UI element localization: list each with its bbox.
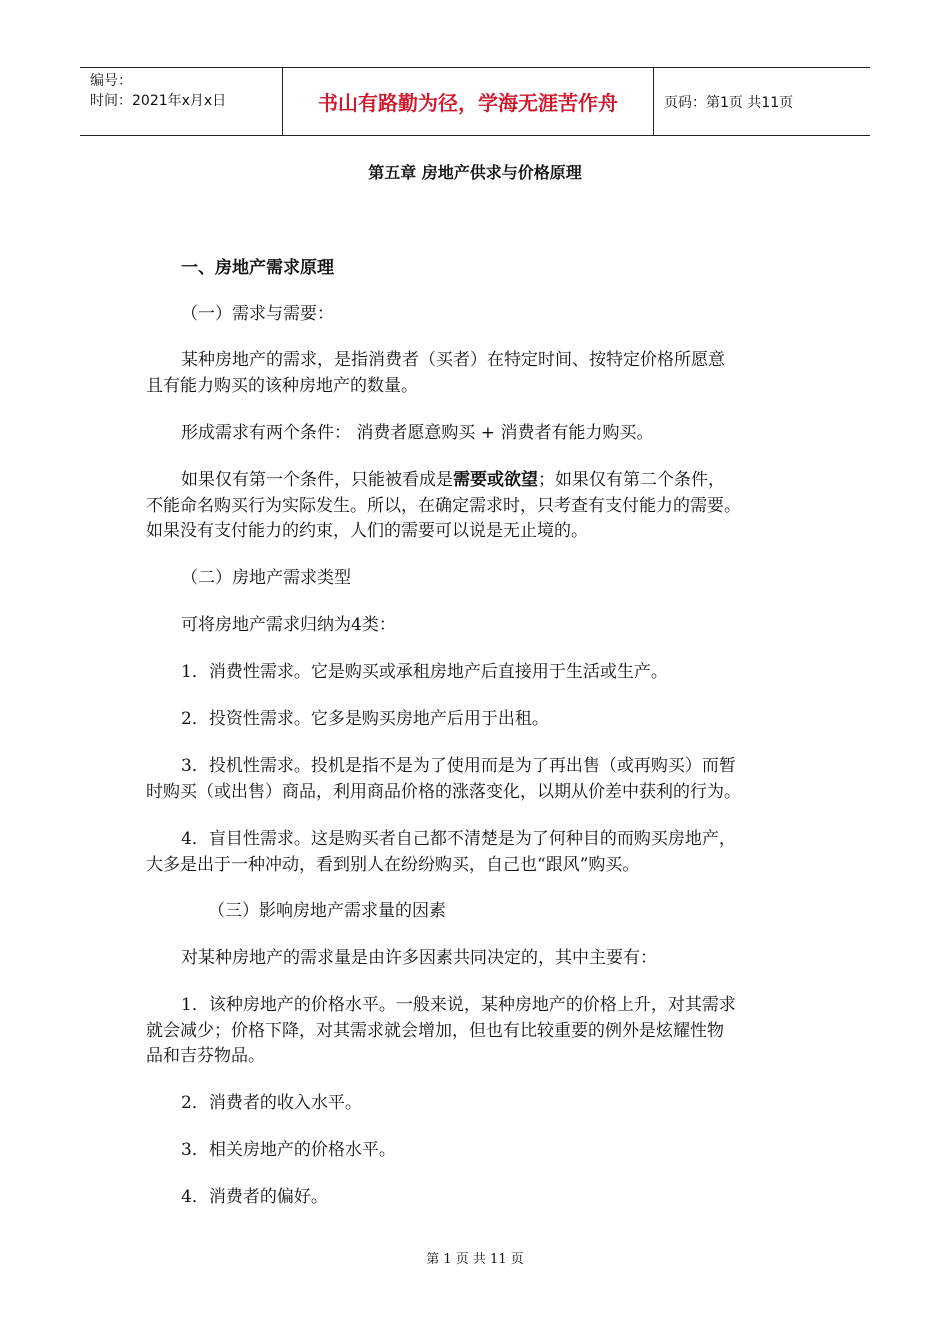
list-item-continued: 品和吉芬物品。 xyxy=(146,1046,265,1066)
list-item: 1．该种房地产的价格水平。一般来说，某种房地产的价格上升，对其需求 xyxy=(181,995,736,1015)
header-page-info: 页码：第1页 共11页 xyxy=(664,94,794,111)
document-header xyxy=(80,67,870,136)
list-item: 4．消费者的偏好。 xyxy=(181,1187,328,1207)
section-title: 一、房地产需求原理 xyxy=(181,258,334,278)
document-time-label: 时间：2021年x月x日 xyxy=(90,93,227,109)
paragraph-text: 如果仅有第一个条件，只能被看成是 xyxy=(181,470,453,490)
paragraph-line: 对某种房地产的需求量是由许多因素共同决定的，其中主要有： xyxy=(181,948,657,968)
paragraph-line: 不能命名购买行为实际发生。所以，在确定需求时，只考查有支付能力的需要。 xyxy=(146,496,741,516)
list-item: 2．投资性需求。它多是购买房地产后用于出租。 xyxy=(181,709,549,729)
header-motto: 书山有路勤为径，学海无涯苦作舟 xyxy=(282,68,654,135)
paragraph-line: 形成需求有两个条件： 消费者愿意购买 + 消费者有能力购买。 xyxy=(181,423,654,443)
list-item-continued: 大多是出于一种冲动，看到别人在纷纷购买，自己也“跟风”购买。 xyxy=(146,855,640,875)
list-item: 3．投机性需求。投机是指不是为了使用而是为了再出售（或再购买）而暂 xyxy=(181,756,736,776)
list-item-continued: 就会减少；价格下降，对其需求就会增加，但也有比较重要的例外是炫耀性物 xyxy=(146,1021,724,1041)
document-number-label: 编号： xyxy=(90,73,132,89)
list-item: 4．盲目性需求。这是购买者自己都不清楚是为了何种目的而购买房地产， xyxy=(181,829,736,849)
paragraph-line xyxy=(181,468,725,492)
emphasis-text: 需要或欲望 xyxy=(453,470,538,490)
list-item: 1．消费性需求。它是购买或承租房地产后直接用于生活或生产。 xyxy=(181,662,668,682)
list-item-continued: 时购买（或出售）商品，利用商品价格的涨落变化，以期从价差中获利的行为。 xyxy=(146,782,741,802)
paragraph-line: 如果没有支付能力的约束，人们的需要可以说是无止境的。 xyxy=(146,521,588,541)
list-item: 3．相关房地产的价格水平。 xyxy=(181,1140,396,1160)
subsection-title: （三）影响房地产需求量的因素 xyxy=(208,901,446,921)
subsection-title: （二）房地产需求类型 xyxy=(181,568,351,588)
chapter-title: 第五章 房地产供求与价格原理 xyxy=(368,163,582,182)
paragraph-text: ；如果仅有第二个条件， xyxy=(538,470,725,490)
paragraph-line: 某种房地产的需求，是指消费者（买者）在特定时间、按特定价格所愿意 xyxy=(181,350,725,370)
subsection-title: （一）需求与需要： xyxy=(181,304,334,324)
paragraph-line: 可将房地产需求归纳为4类： xyxy=(181,615,396,635)
header-meta-cell xyxy=(80,68,282,135)
paragraph-line: 且有能力购买的该种房地产的数量。 xyxy=(146,376,418,396)
page-footer: 第 1 页 共 11 页 xyxy=(426,1252,524,1267)
list-item: 2．消费者的收入水平。 xyxy=(181,1093,362,1113)
